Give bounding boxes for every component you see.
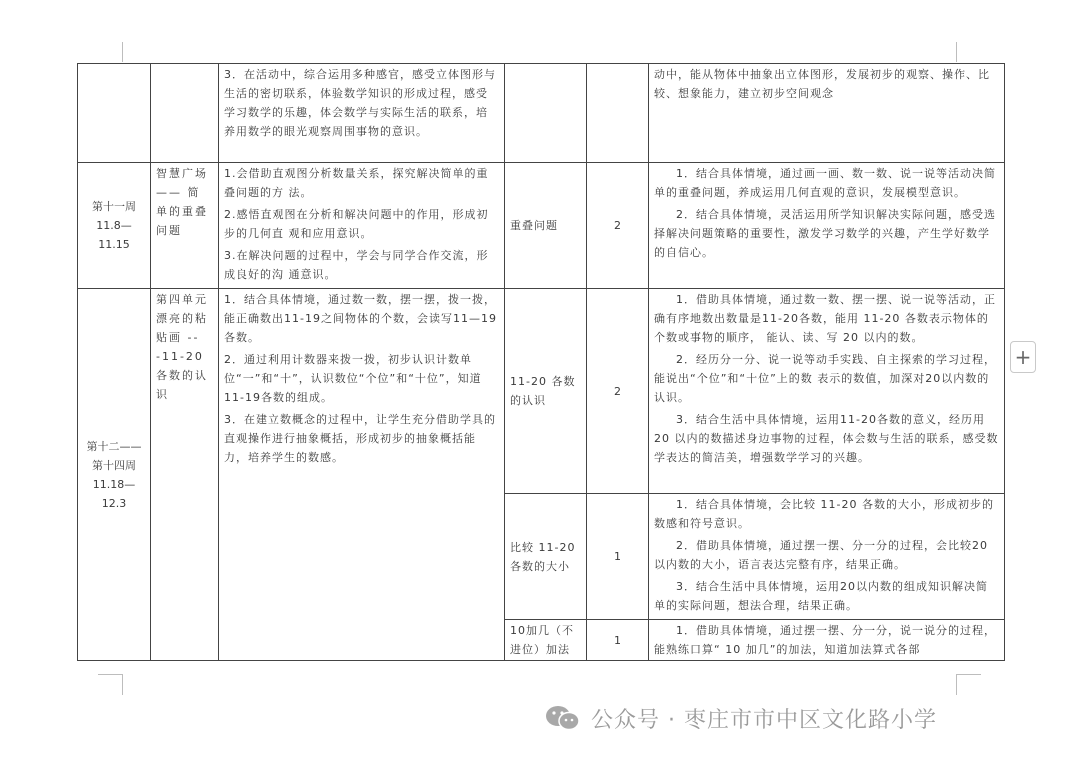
goals-cell (219, 163, 505, 289)
objective-text: 2．借助具体情境，通过摆一摆、分一分的过程，会比较20以内数的大小，语言表达完整有序，结果正确。 (654, 539, 988, 571)
unit-cell: 第四单元 漂亮的粘贴画 ---11-20 各数的认识 (151, 289, 219, 661)
unit-cell: 智慧广场—— 简单的重叠问题 (151, 163, 219, 289)
table-row (78, 64, 1005, 163)
crop-mark-top-left (122, 42, 123, 62)
lesson-name-cell: 10加几（不进位）加法 (505, 620, 587, 661)
unit-cell (151, 64, 219, 163)
goal-text: 3．在建立数概念的过程中，让学生充分借助学具的直观操作进行抽象概括，形成初步的抽象概括能力，培养学生的数感。 (224, 413, 496, 464)
lesson-name-cell: 11-20 各数的认识 (505, 289, 587, 494)
lesson-name-cell (505, 64, 587, 163)
goal-text: 2．通过利用计数器来拨一拨，初步认识计数单位“一”和“十”，认识数位“个位”和“十位”，知道11-19各数的组成。 (224, 353, 482, 404)
goals-cell (219, 289, 505, 661)
watermark-text: 公众号 · 枣庄市市中区文化路小学 (591, 707, 937, 733)
objective-text: 3．结合生活中具体情境，运用11-20各数的意义，经历用 20 以内的数描述身边事物的过程，体会数与生活的联系，感受数学表达的简洁美，增强数学学习的兴趣。 (654, 413, 999, 464)
crop-mark-bottom-right (956, 674, 981, 695)
goal-text: 1．结合具体情境，通过数一数，摆一摆，拨一拨，能正确数出11-19之间物体的个数，会读写11—19各数。 (224, 293, 497, 344)
hours-cell: 2 (587, 163, 649, 289)
table-row (78, 163, 1005, 289)
plus-icon: + (1014, 345, 1032, 369)
crop-mark-top-right (956, 42, 957, 62)
goal-text: 3．在活动中，综合运用多种感官，感受立体图形与生活的密切联系，体验数学知识的形成过程，感受学习数学的乐趣，体会数学与实际生活的联系，培养用数学的眼光观察周围事物的意识。 (224, 68, 496, 138)
wechat-icon (543, 703, 583, 733)
goal-text: 2.感悟直观图在分析和解决问题中的作用，形成初步的几何直 观和应用意识。 (224, 208, 489, 240)
hours-cell: 2 (587, 289, 649, 494)
hours-cell: 1 (587, 494, 649, 620)
objective-text: 1．结合具体情境，会比较 11-20 各数的大小，形成初步的数感和符号意识。 (654, 498, 994, 530)
teaching-plan-table (77, 63, 1005, 661)
objective-text: 3．结合生活中具体情境，运用20以内数的组成知识解决简单的实际问题，想法合理，结果正确。 (654, 580, 988, 612)
objective-text: 1．借助具体情境，通过摆一摆、分一分，说一说分的过程，能熟练口算“ 10 加几”的加法，知道加法算式各部 (654, 624, 996, 656)
objective-text: 动中，能从物体中抽象出立体图形，发展初步的观察、操作、比较、想象能力，建立初步空间观念 (654, 68, 990, 100)
goal-text: 3.在解决问题的过程中，学会与同学合作交流，形成良好的沟 通意识。 (224, 249, 489, 281)
objectives-cell (649, 620, 1005, 661)
objectives-cell (649, 289, 1005, 494)
objectives-cell (649, 64, 1005, 163)
objectives-cell (649, 494, 1005, 620)
goals-cell (219, 64, 505, 163)
lesson-name-cell: 比较 11-20各数的大小 (505, 494, 587, 620)
table-row (78, 289, 1005, 494)
week-cell: 第十二——第十四周 11.18—12.3 (78, 289, 151, 661)
goal-text: 1.会借助直观图分析数量关系，探究解决简单的重叠问题的方 法。 (224, 167, 489, 199)
hours-cell: 1 (587, 620, 649, 661)
lesson-name-cell: 重叠问题 (505, 163, 587, 289)
objective-text: 1．借助具体情境，通过数一数、摆一摆、说一说等活动，正确有序地数出数量是11-20各数，能用 11-20 各数表示物体的个数或事物的顺序， 能认、读、写 20 以内的数。 (654, 293, 996, 344)
watermark (543, 700, 937, 736)
objective-text: 1．结合具体情境，通过画一画、数一数、说一说等活动决简单的重叠问题，养成运用几何直观的意识，发展模型意识。 (654, 167, 996, 199)
add-button[interactable] (1010, 341, 1036, 373)
crop-mark-bottom-left (98, 674, 123, 695)
objective-text: 2．结合具体情境，灵活运用所学知识解决实际问题，感受选择解决问题策略的重要性，激发学习数学的兴趣，产生学好数学的自信心。 (654, 208, 996, 259)
objectives-cell (649, 163, 1005, 289)
week-cell (78, 64, 151, 163)
week-cell: 第十一周 11.8—11.15 (78, 163, 151, 289)
objective-text: 2．经历分一分、说一说等动手实践、自主探索的学习过程，能说出“个位”和“十位”上的数 表示的数值，加深对20以内数的认识。 (654, 353, 996, 404)
hours-cell (587, 64, 649, 163)
